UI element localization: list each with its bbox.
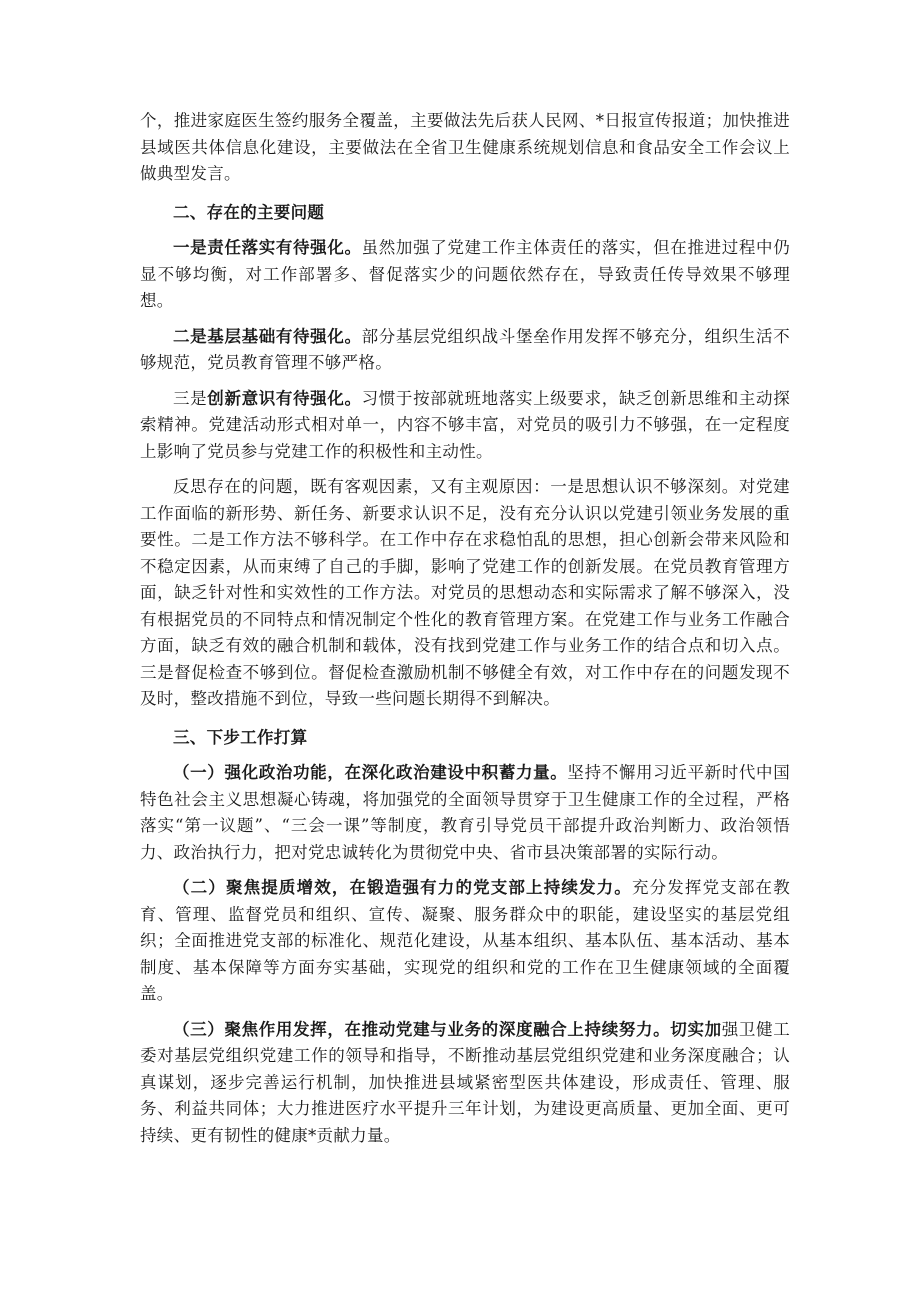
paragraph-problem-1: [140, 235, 790, 315]
paragraph-body: 充分发挥党支部在教育、管理、监督党员和组织、宣传、凝聚、服务群众中的职能，建设坚实的基层党组织；全面推进党支部的标准化、规范化建设，从基本组织、基本队伍、基本活动、基本制度、基本保障等方面夯实基础，实现党的组织和党的工作在卫生健康领域的全面覆盖。: [140, 878, 790, 1003]
paragraph-plan-2: [140, 875, 790, 1008]
paragraph-plan-3: [140, 1017, 790, 1150]
paragraph-body: 习惯于按部就班地落实上级要求，缺乏创新思维和主动探索精神。党建活动形式相对单一，内容不够丰富，对党员的吸引力不够强，在一定程度上影响了党员参与党建工作的积极性和主动性。: [140, 388, 790, 461]
paragraph-body: 强卫健工委对基层党组织党建工作的领导和指导，不断推动基层党组织党建和业务深度融合；认真谋划，逐步完善运行机制，加快推进县域紧密型医共体建设，形成责任、管理、服务、利益共同体；大力推进医疗水平提升三年计划，为建设更高质量、更加全面、更可持续、更有韧性的健康*贡献力量。: [140, 1019, 790, 1145]
paragraph-lead: （二）聚焦提质增效，在锻造强有力的党支部上持续发力。: [173, 878, 632, 897]
section-heading-next-steps: 三、下步工作打算: [173, 727, 308, 747]
paragraph-body: 坚持不懈用习近平新时代中国特色社会主义思想凝心铸魂，将加强党的全面领导贯穿于卫生健康工作的全过程，严格落实“第一议题”、“三会一课”等制度，教育引导党员干部提升政治判断力、政治领悟力、政治执行力，把对党忠诚转化为贯彻党中央、省市县决策部署的实际行动。: [140, 763, 791, 862]
paragraph-lead: 二是基层基础有待强化。: [173, 326, 362, 346]
paragraph-prefix: 三是: [173, 388, 208, 408]
paragraph-lead: （一）强化政治功能，在深化政治建设中积蓄力量。: [173, 763, 568, 782]
paragraph-continuation: 个，推进家庭医生签约服务全覆盖，主要做法先后获人民网、*日报宣传报道；加快推进县域医共体信息化建设，主要做法在全省卫生健康系统规划信息和食品安全工作会议上做典型发言。: [140, 111, 790, 183]
document-page: [140, 108, 790, 1149]
paragraph-body: 虽然加强了党建工作主体责任的落实，但在推进过程中仍显不够均衡，对工作部署多、督促落实少的问题依然存在，导致责任传导效果不够理想。: [140, 238, 790, 310]
paragraph-lead: 一是责任落实有待强化。: [173, 238, 362, 257]
paragraph-plan-1: [140, 760, 790, 866]
paragraph-reflection: 反思存在的问题，既有客观因素，又有主观原因：一是思想认识不够深刻。对党建工作面临的新形势、新任务、新要求认识不足，没有充分认识以党建引领业务发展的重要性。二是工作方法不够科学。在工作中存在求稳怕乱的思想，担心创新会带来风险和不稳定因素，从而束缚了自己的手脚，影响了党建工作的创新发展。在党员教育管理方面，缺乏针对性和实效性的工作方法。对党员的思想动态和实际需求了解不够深入，没有根据党员的不同特点和情况制定个性化的教育管理方案。在党建工作与业务工作融合方面，缺乏有效的融合机制和载体，没有找到党建工作与业务工作的结合点和切入点。三是督促检查不够到位。督促检查激励机制不够健全有效，对工作中存在的问题发现不及时，整改措施不到位，导致一些问题长期得不到解决。: [140, 477, 790, 708]
paragraph-lead: （三）聚焦作用发挥，在推动党建与业务的深度融合上持续努力。切实加: [173, 1019, 722, 1039]
paragraph-lead: 创新意识有待强化。: [207, 388, 362, 408]
paragraph-problem-3: [140, 386, 790, 466]
paragraph-problem-2: [140, 324, 790, 377]
section-heading-problems: 二、存在的主要问题: [173, 202, 325, 222]
paragraph-body: 部分基层党组织战斗堡垒作用发挥不够充分，组织生活不够规范，党员教育管理不够严格。: [140, 326, 790, 372]
